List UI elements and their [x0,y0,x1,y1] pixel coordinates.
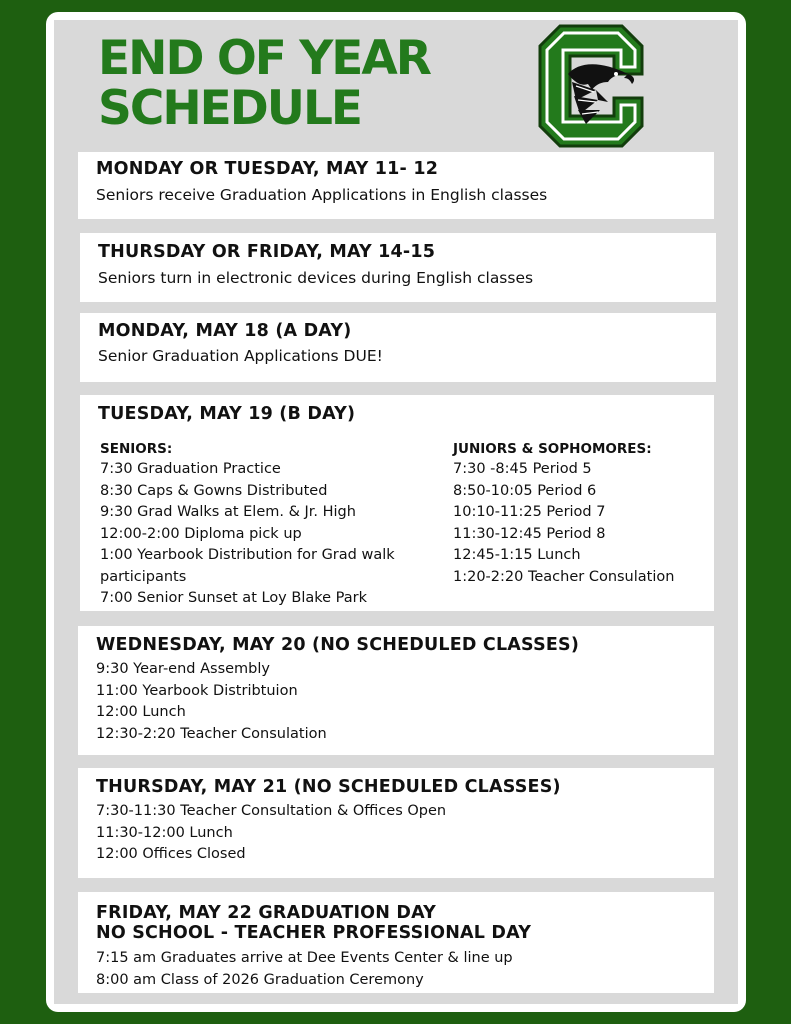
title-line-1: END OF YEAR [98,31,430,86]
schedule-line: 8:50-10:05 Period 6 [453,482,597,499]
schedule-card-may-19 [80,395,714,611]
juniors-label: JUNIORS & SOPHOMORES: [453,441,652,457]
card-lines [96,948,696,991]
schedule-line: 11:30-12:00 Lunch [96,824,233,841]
card-text: Seniors receive Graduation Applications in English classes [96,186,548,204]
schedule-card-may-20 [78,626,714,755]
schedule-card-may-21 [78,768,714,878]
schedule-line: 12:00 Lunch [96,704,186,720]
card-text: Senior Graduation Applications DUE! [98,347,383,365]
card-heading-line-2: NO SCHOOL - TEACHER PROFESSIONAL DAY [96,923,532,943]
schedule-line: 12:45-1:15 Lunch [453,547,581,563]
card-lines [96,659,696,745]
schedule-line: 12:00 Offices Closed [96,846,246,862]
schedule-line: 7:00 Senior Sunset at Loy Blake Park [100,590,367,606]
page-title [98,31,518,136]
schedule-card-may-18 [80,313,716,382]
schedule-line: 10:10-11:25 Period 7 [453,504,606,520]
card-heading: TUESDAY, MAY 19 (B DAY) [98,404,356,424]
schedule-line: 7:30-11:30 Teacher Consultation & Offices Open [96,803,447,819]
schedule-card-may-22 [78,892,714,993]
card-heading: MONDAY, MAY 18 (A DAY) [98,321,352,341]
falcon-c-logo-icon [538,24,644,148]
schedule-line: 12:00-2:00 Diploma pick up [100,525,302,542]
card-heading-line-1: FRIDAY, MAY 22 GRADUATION DAY [96,903,437,923]
card-heading: MONDAY OR TUESDAY, MAY 11- 12 [96,159,439,179]
schedule-line: 9:30 Grad Walks at Elem. & Jr. High [100,504,356,520]
schedule-line: 1:20-2:20 Teacher Consulation [453,568,675,585]
schedule-line: 12:30-2:20 Teacher Consulation [96,725,327,742]
card-heading: THURSDAY OR FRIDAY, MAY 14-15 [98,242,436,262]
schedule-card-may-14-15 [80,233,716,302]
schedule-line: 1:00 Yearbook Distribution for Grad walk [100,547,395,563]
card-heading: THURSDAY, MAY 21 (NO SCHEDULED CLASSES) [96,777,561,797]
schedule-line: 7:30 -8:45 Period 5 [453,461,592,477]
seniors-label: SENIORS: [100,441,173,457]
juniors-schedule [453,459,674,588]
card-text: Seniors turn in electronic devices during English classes [98,269,534,287]
juniors-column [453,439,674,588]
schedule-card-may-11-12 [78,152,714,219]
schedule-line: 8:00 am Class of 2026 Graduation Ceremony [96,971,424,988]
schedule-line: 11:30-12:45 Period 8 [453,525,606,542]
title-line-2: SCHEDULE [98,81,362,136]
seniors-schedule [100,459,395,610]
card-lines [96,801,696,866]
schedule-line: 9:30 Year-end Assembly [96,661,270,677]
schedule-line: 7:15 am Graduates arrive at Dee Events Center & line up [96,950,513,966]
schedule-line: 8:30 Caps & Gowns Distributed [100,482,328,499]
card-heading: WEDNESDAY, MAY 20 (NO SCHEDULED CLASSES) [96,635,580,655]
schedule-line: 11:00 Yearbook Distribtuion [96,682,298,699]
seniors-column [100,439,395,610]
schedule-line: 7:30 Graduation Practice [100,461,281,477]
schedule-line: participants [100,568,187,585]
